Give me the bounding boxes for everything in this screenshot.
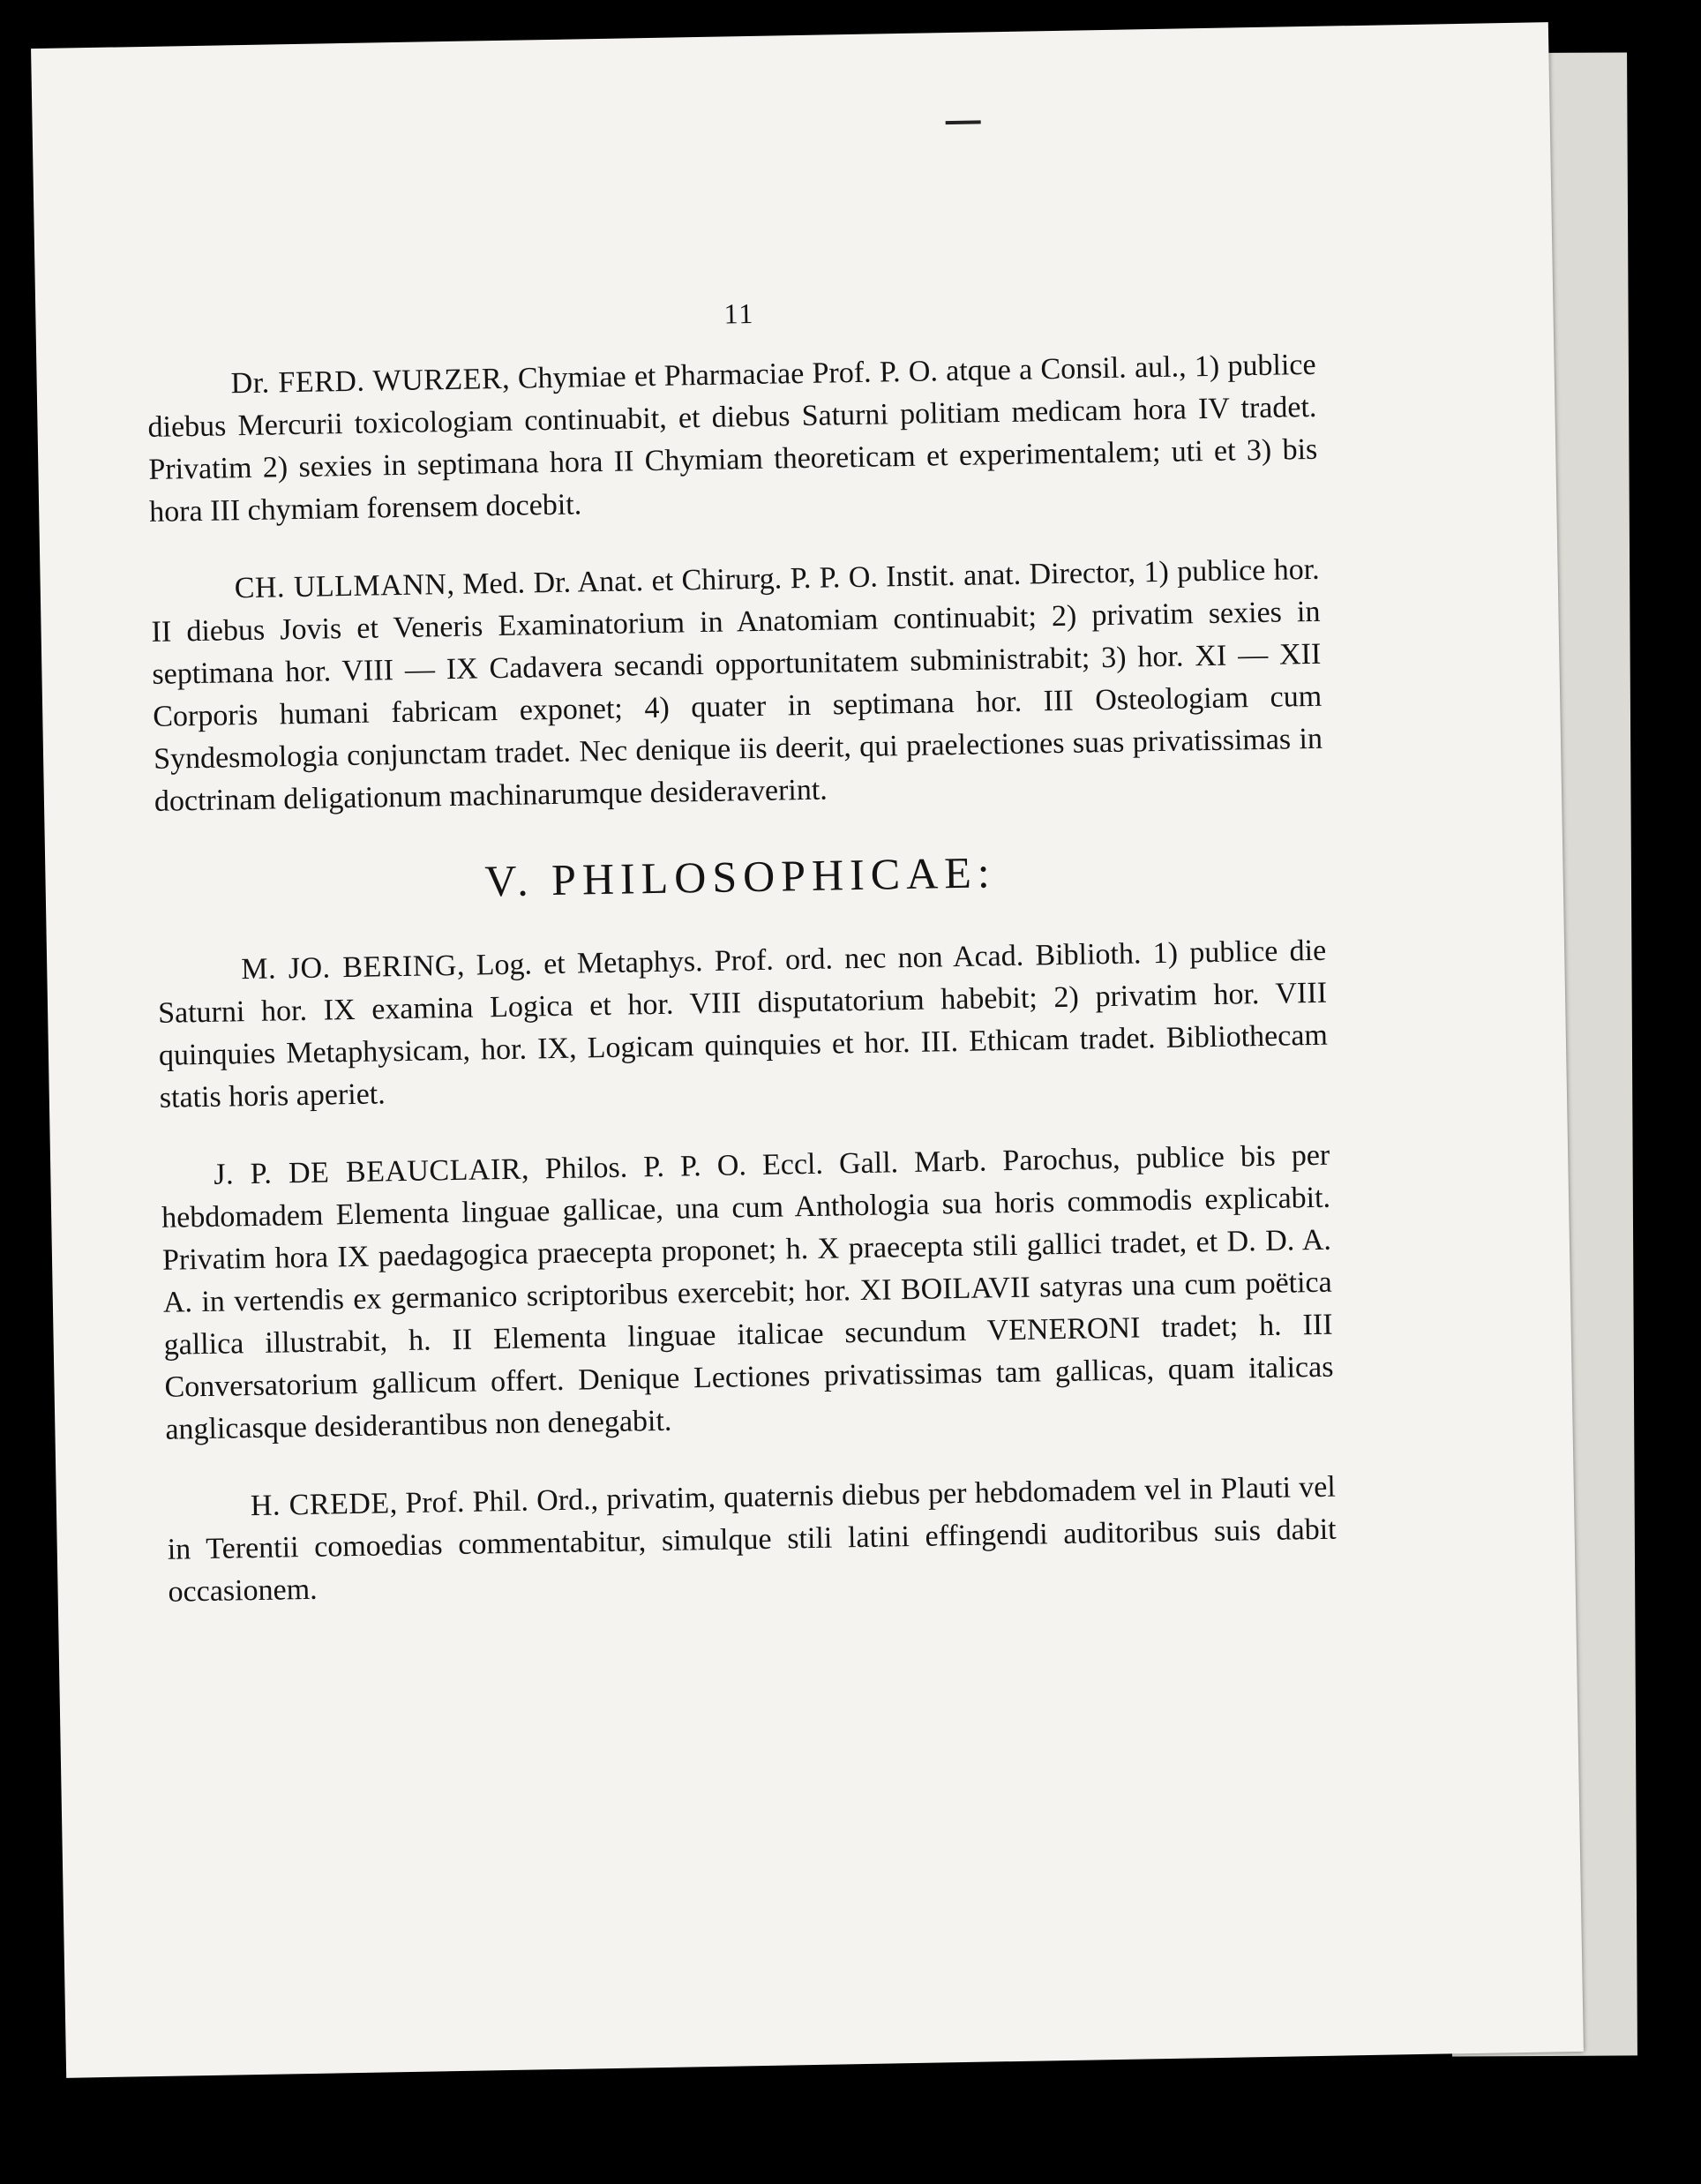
entry-crede: [167, 1467, 1338, 1614]
entry-bering: [157, 930, 1329, 1120]
entry-text: , Prof. Phil. Ord., privatim, quaternis diebus per hebdomadem vel in Plauti vel in Terentii comoedias commentabitur, simulque stili latini effingendi auditoribus suis dabit occasionem.: [167, 1470, 1337, 1609]
page-text-column: [146, 282, 1338, 1649]
entry-text: , Philos. P. P. O. Eccl. Gall. Marb. Parochus, publice bis per hebdomadem Elementa linguae gallicae, una cum Anthologia sua horis commodis explicabit. Privatim hora IX paedagogica praecepta proponet; h. X praecepta stili gallici tradet, et D. D. A. A. in vertendis ex germanico scriptoribus exercebit; hor. XI BOILAVII satyras una cum poëtica gallica illustrabit, h. II Elementa linguae italicae secundum VENERONI tradet; h. III Conversatorium gallicum offert. Denique Lectiones privatissimas tam gallicas, quam italicas anglicasque desiderantibus non denegabit.: [161, 1138, 1334, 1446]
page-top-mark: [946, 120, 981, 124]
entry-name: Dr. FERD. WURZER: [230, 362, 503, 401]
entry-name: H. CREDE: [250, 1487, 390, 1523]
entry-text: , Chymiae et Pharmaciae Prof. P. O. atque a Consil. aul., 1) publice diebus Mercurii toxicologiam continuabit, et diebus Saturni politiam medicam hora IV tradet. Privatim 2) sexies in septimana hora II Chymiam theoreticam et experimentalem; uti et 3) bis hora III chymiam forensem docebit.: [147, 348, 1318, 529]
entry-text: , Med. Dr. Anat. et Chirurg. P. P. O. Instit. anat. Director, 1) publice hor. II diebus Jovis et Veneris Examinatorium in Anatomiam continuabit; 2) privatim sexies in septimana hor. VIII — IX Cadavera secandi opportunitatem subministrabit; 3) hor. XI — XII Corporis humani fabricam exponet; 4) quater in septimana hor. III Osteologiam cum Syndesmologia conjunctam tradet. Nec denique iis deerit, qui praelectiones suas privatissimas in doctrinam deligationum machinarumque desideraverint.: [151, 552, 1323, 818]
entry-name: CH. ULLMANN: [234, 568, 447, 605]
entry-name: M. JO. BERING: [240, 949, 458, 987]
entry-text: , Log. et Metaphys. Prof. ord. nec non Acad. Biblioth. 1) publice die Saturni hor. IX examina Logica et hor. VIII disputatorium habebit; 2) privatim hor. VIII quinquies Metaphysicam, hor. IX, Logicam quinquies et hor. III. Ethicam tradet. Bibliothecam statis horis aperiet.: [157, 934, 1329, 1115]
document-page: [31, 22, 1584, 2078]
entry-ullmann: [150, 549, 1323, 823]
page-number: 11: [723, 296, 755, 330]
entry-beauclair: [161, 1135, 1335, 1452]
entry-name: J. P. DE BEAUCLAIR: [214, 1152, 522, 1191]
section-heading: V. PHILOSOPHICAE:: [483, 847, 997, 906]
entry-wurzer: [146, 344, 1318, 534]
